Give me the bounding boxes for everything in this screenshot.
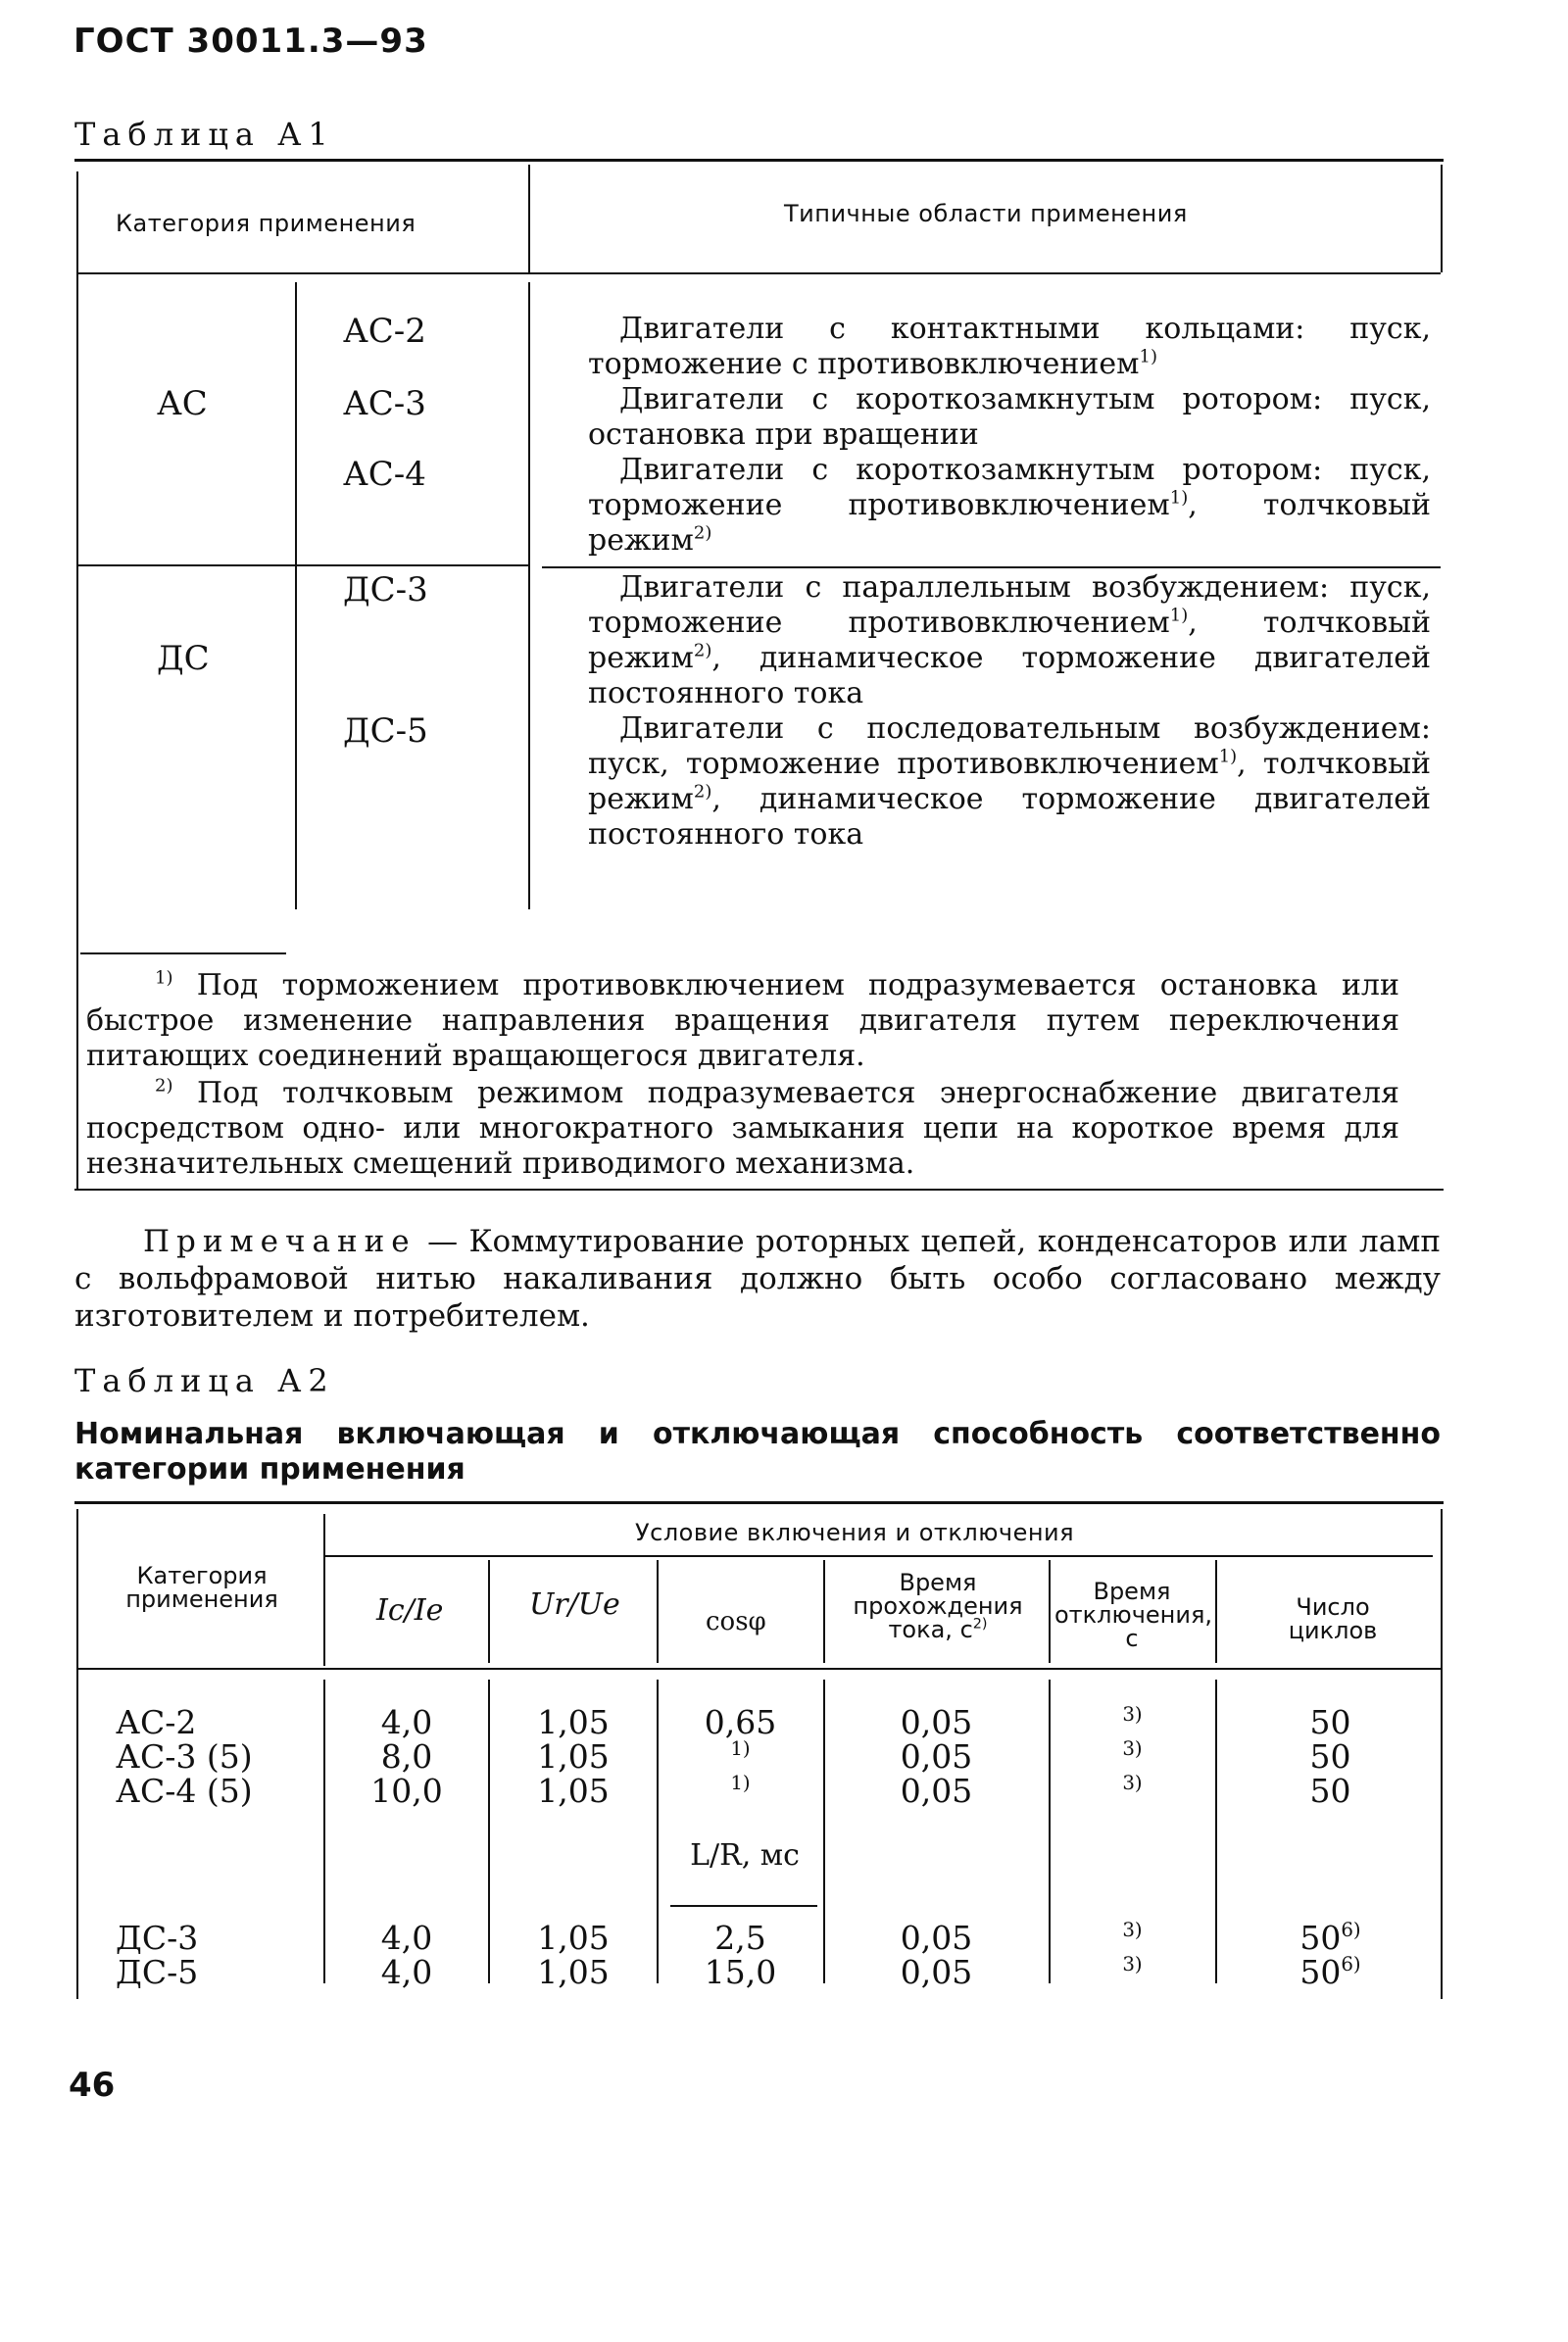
table-a2-header-ur: Ur/Ue <box>529 1587 620 1622</box>
time-flow-cell: 0,05 <box>900 1953 973 1991</box>
ur-ratio-cell: 1,05 <box>537 1919 610 1957</box>
table-a2-header-time-off: Время отключения, с <box>1054 1578 1213 1652</box>
ur-ratio-cell: 1,05 <box>537 1737 610 1776</box>
ur-ratio-cell: 1,05 <box>537 1703 610 1741</box>
time-off-cell: 3) <box>1122 1703 1143 1727</box>
table-a2-header-time-flow: Время прохождения тока, $с^{2)}$ <box>853 1569 1023 1643</box>
table-a2-header-ic: Iс/Ie <box>376 1593 444 1628</box>
table-a1-footnote-1: $^{1)}$ Под торможением противовключением подразумевается остановка или быстрое изменение направления вращения двигателя путем переключения питающих соединений вращающегося двигателя. <box>86 967 1399 1073</box>
time-flow-cell: 0,05 <box>900 1703 973 1741</box>
cycles-cell: 50$^{6)}$ <box>1299 1919 1361 1957</box>
group-dc: ДС <box>157 639 210 678</box>
table-a1-header-areas: Типичные области применения <box>784 200 1188 227</box>
cos-cell: 15,0 <box>704 1953 777 1991</box>
time-flow-cell: 0,05 <box>900 1737 973 1776</box>
category-cell: ДС-5 <box>116 1953 199 1991</box>
cos-cell: 1) <box>730 1737 751 1761</box>
code-ac-3: АС-3 <box>343 384 426 423</box>
area-dc-3: Двигатели с параллельным возбуждением: пуск, торможение противовключением$^{1)}$, толчковый режим$^{2)}$, динамическое торможение двигателей постоянного тока <box>588 570 1431 710</box>
note-paragraph: Примечание — Коммутирование роторных цепей, конденсаторов или ламп с вольфрамовой нитью накаливания должно быть особо согласовано между изготовителем и потребителем. <box>74 1224 1441 1334</box>
code-dc-5: ДС-5 <box>343 711 428 751</box>
ic-ratio-cell: 10,0 <box>370 1772 443 1810</box>
cycles-cell: 50 <box>1309 1737 1351 1776</box>
time-flow-cell: 0,05 <box>900 1772 973 1810</box>
code-ac-2: АС-2 <box>343 312 426 351</box>
ur-ratio-cell: 1,05 <box>537 1772 610 1810</box>
code-ac-4: АС-4 <box>343 455 426 494</box>
area-ac-3: Двигатели с короткозамкнутым ротором: пуск, остановка при вращении <box>588 382 1431 452</box>
area-ac-2: Двигатели с контактными кольцами: пуск, торможение с противовключением$^{1)}$ <box>588 312 1431 381</box>
time-off-cell: 3) <box>1122 1953 1143 1976</box>
time-off-cell: 3) <box>1122 1737 1143 1761</box>
table-a1-header-category: Категория применения <box>116 210 416 237</box>
code-dc-3: ДС-3 <box>343 570 428 610</box>
table-a2-header-group: Условие включения и отключения <box>635 1519 1075 1546</box>
time-off-cell: 3) <box>1122 1919 1143 1942</box>
table-a2-caption: Таблица А2 <box>74 1362 335 1399</box>
page-number: 46 <box>69 2066 116 2105</box>
cycles-cell: 50 <box>1309 1772 1351 1810</box>
table-a2-header-cycles: Число циклов <box>1288 1593 1378 1644</box>
table-a1-footnote-2: $^{2)}$ Под толчковым режимом подразумевается энергоснабжение двигателя посредством одно- или многократного замыкания цепи на короткое время для незначительных смещений приводимого механизма. <box>86 1075 1399 1181</box>
category-cell: АС-4 (5) <box>116 1772 253 1810</box>
ic-ratio-cell: 4,0 <box>380 1919 433 1957</box>
table-a2-lr-header: L/R, мс <box>690 1838 800 1873</box>
group-ac: АС <box>157 384 208 423</box>
time-flow-cell: 0,05 <box>900 1919 973 1957</box>
cycles-cell: 50$^{6)}$ <box>1299 1953 1361 1991</box>
table-a1-caption: Таблица А1 <box>74 116 335 153</box>
area-ac-4: Двигатели с короткозамкнутым ротором: пуск, торможение противовключением$^{1)}$, толчковый режим$^{2)}$ <box>588 453 1431 558</box>
cycles-cell: 50 <box>1309 1703 1351 1741</box>
document-header: ГОСТ 30011.3—93 <box>74 22 428 61</box>
ic-ratio-cell: 4,0 <box>380 1703 433 1741</box>
category-cell: АС-3 (5) <box>116 1737 253 1776</box>
table-a2-title: Номинальная включающая и отключающая способность соответственно категории применения <box>74 1417 1441 1487</box>
ic-ratio-cell: 8,0 <box>380 1737 433 1776</box>
category-cell: ДС-3 <box>116 1919 199 1957</box>
cos-cell: 1) <box>730 1772 751 1795</box>
table-a2-header-category: Категория применения <box>125 1562 278 1613</box>
category-cell: АС-2 <box>116 1703 197 1741</box>
ic-ratio-cell: 4,0 <box>380 1953 433 1991</box>
time-off-cell: 3) <box>1122 1772 1143 1795</box>
table-a2-header-cos: cosφ <box>706 1607 766 1636</box>
ur-ratio-cell: 1,05 <box>537 1953 610 1991</box>
area-dc-5: Двигатели с последовательным возбуждением: пуск, торможение противовключением$^{1)}$, толчковый режим$^{2)}$, динамическое торможение двигателей постоянного тока <box>588 711 1431 852</box>
cos-cell: 2,5 <box>714 1919 766 1957</box>
cos-cell: 0,65 <box>704 1703 777 1741</box>
